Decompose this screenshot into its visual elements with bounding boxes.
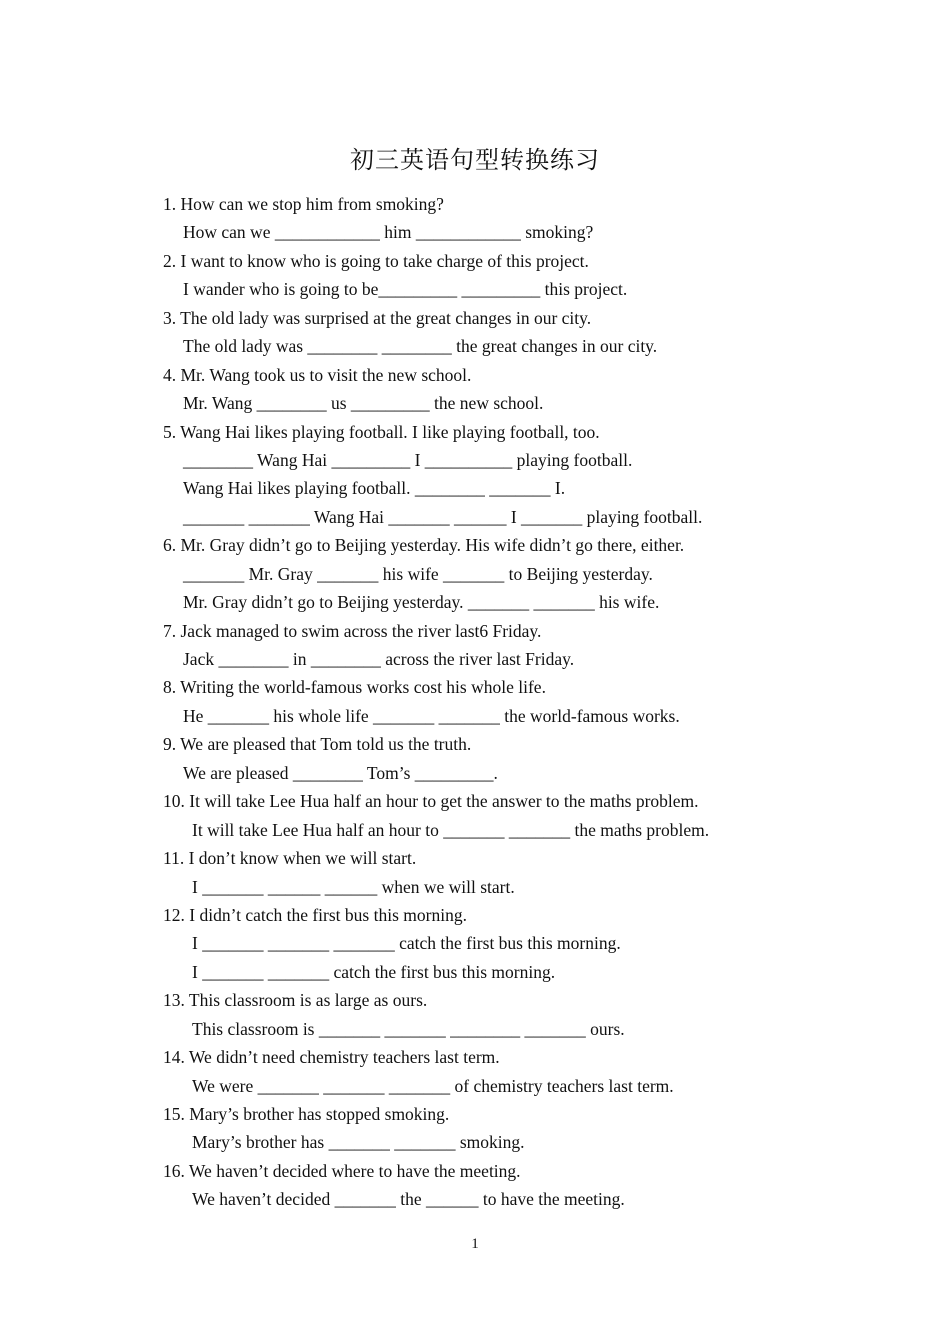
rewrite-line: How can we ____________ him ____________ smoking?: [183, 222, 594, 243]
question-prompt: 4. Mr. Wang took us to visit the new school.: [163, 364, 472, 385]
question-item: [163, 190, 863, 247]
question-prompt: 13. This classroom is as large as ours.: [163, 990, 428, 1011]
page-number: 1: [471, 1236, 479, 1252]
question-prompt: 14. We didn’t need chemistry teachers last term.: [163, 1047, 500, 1068]
rewrite-line: _______ _______ Wang Hai _______ ______ I _______ playing football.: [183, 506, 703, 527]
question-item: [163, 901, 863, 986]
rewrite-line: Mr. Wang ________ us _________ the new school.: [183, 393, 544, 414]
question-prompt: 7. Jack managed to swim across the river last6 Friday.: [163, 620, 542, 641]
rewrite-line: ________ Wang Hai _________ I __________ playing football.: [183, 449, 633, 470]
rewrite-line: He _______ his whole life _______ _______ the world-famous works.: [183, 705, 680, 726]
question-prompt: 3. The old lady was surprised at the great changes in our city.: [163, 307, 592, 328]
rewrite-line: I _______ ______ ______ when we will start.: [192, 876, 515, 897]
question-prompt: 10. It will take Lee Hua half an hour to get the answer to the maths problem.: [163, 791, 699, 812]
question-item: [163, 787, 863, 844]
page-title: 初三英语句型转换练习: [350, 148, 600, 174]
rewrite-line: Wang Hai likes playing football. ________ _______ I.: [183, 478, 566, 499]
question-prompt: 2. I want to know who is going to take charge of this project.: [163, 250, 589, 271]
question-prompt: 12. I didn’t catch the first bus this morning.: [163, 904, 467, 925]
rewrite-line: Mary’s brother has _______ _______ smoking.: [192, 1132, 525, 1153]
question-prompt: 5. Wang Hai likes playing football. I like playing football, too.: [163, 421, 600, 442]
question-item: [163, 730, 863, 787]
question-prompt: 9. We are pleased that Tom told us the truth.: [163, 734, 472, 755]
question-item: [163, 361, 863, 418]
rewrite-line: We are pleased ________ Tom’s _________.: [183, 762, 498, 783]
question-item: [163, 1157, 863, 1214]
question-item: [163, 1043, 863, 1100]
rewrite-line: I wander who is going to be_________ _________ this project.: [183, 279, 628, 300]
question-item: [163, 673, 863, 730]
rewrite-line: Jack ________ in ________ across the river last Friday.: [183, 649, 575, 669]
rewrite-line: _______ Mr. Gray _______ his wife _______ to Beijing yesterday.: [183, 563, 653, 584]
question-prompt: 6. Mr. Gray didn’t go to Beijing yesterday. His wife didn’t go there, either.: [163, 535, 685, 556]
question-item: [163, 1100, 863, 1157]
question-prompt: 16. We haven’t decided where to have the meeting.: [163, 1160, 521, 1181]
question-prompt: 8. Writing the world-famous works cost his whole life.: [163, 677, 546, 698]
question-item: [163, 617, 863, 674]
rewrite-line: We were _______ _______ _______ of chemistry teachers last term.: [192, 1075, 674, 1096]
question-prompt: 15. Mary’s brother has stopped smoking.: [163, 1104, 450, 1124]
rewrite-line: This classroom is _______ _______ ________ _______ ours.: [192, 1018, 625, 1039]
rewrite-line: We haven’t decided _______ the ______ to have the meeting.: [192, 1189, 625, 1210]
question-prompt: 1. How can we stop him from smoking?: [163, 194, 444, 214]
question-prompt: 11. I don’t know when we will start.: [163, 848, 417, 869]
rewrite-line: It will take Lee Hua half an hour to _______ _______ the maths problem.: [192, 819, 710, 840]
question-item: [163, 304, 863, 361]
rewrite-line: Mr. Gray didn’t go to Beijing yesterday. _______ _______ his wife.: [183, 592, 660, 613]
question-list: [163, 190, 863, 1214]
question-item: [163, 986, 863, 1043]
question-item: [163, 531, 863, 616]
rewrite-line: The old lady was ________ ________ the great changes in our city.: [183, 336, 658, 357]
question-item: [163, 247, 863, 304]
question-item: [163, 844, 863, 901]
question-item: [163, 418, 863, 532]
rewrite-line: I _______ _______ catch the first bus this morning.: [192, 961, 556, 982]
rewrite-line: I _______ _______ _______ catch the first bus this morning.: [192, 933, 621, 954]
